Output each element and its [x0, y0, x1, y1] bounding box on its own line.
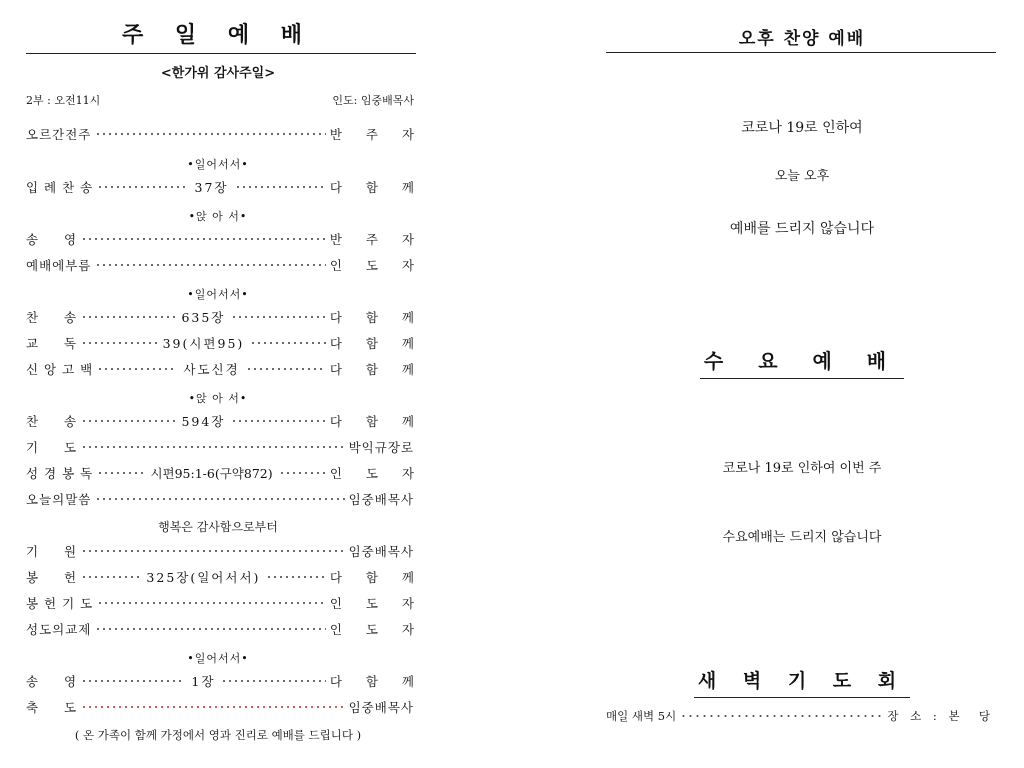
leader-dots: [221, 678, 325, 684]
leader-dots: [279, 470, 326, 476]
order-leader: 반 주 자: [329, 127, 424, 142]
order-row: [26, 177, 424, 197]
posture-cue: •앉 아 서•: [188, 210, 248, 223]
order-label: 오르간전주: [26, 127, 92, 142]
order-row: [26, 619, 424, 639]
leader-dots: [81, 678, 185, 684]
leader-dots: [95, 496, 344, 502]
order-label: 신 앙 고 백: [26, 362, 94, 377]
order-label: 봉 헌 기 도: [26, 596, 94, 611]
order-detail: 사도신경: [183, 362, 240, 377]
wednesday-notice-line: 코로나 19로 인하여 이번 주: [722, 461, 882, 476]
service-time: 2부 : 오전11시: [26, 94, 101, 107]
posture-cue: •일어서서•: [187, 652, 249, 665]
afternoon-notice-line: 오늘 오후: [774, 169, 830, 184]
order-label: 찬 송: [26, 310, 78, 325]
leader-dots: [95, 262, 325, 268]
order-label: 봉 헌: [26, 570, 78, 585]
leader-dots: [81, 236, 326, 242]
leader-dots: [95, 626, 325, 632]
order-detail: 635장: [181, 310, 226, 325]
title-divider: [606, 52, 996, 53]
title-divider: [26, 53, 416, 54]
sunday-service-title: 주 일 예 배: [122, 22, 314, 48]
sermon-title: 행복은 감사함으로부터: [158, 520, 278, 534]
order-leader: 다 함 께: [329, 674, 424, 689]
order-row: [26, 359, 425, 379]
order-leader: 임중배목사: [348, 700, 414, 715]
order-row: [26, 229, 424, 249]
order-leader: 인 도 자: [329, 596, 424, 611]
order-row: [26, 541, 414, 561]
order-row: [26, 671, 424, 691]
leader-dots: [95, 131, 325, 137]
leader-dots: [81, 314, 175, 320]
wednesday-service-heading: [606, 345, 998, 379]
order-label: 찬 송: [26, 414, 78, 429]
order-leader: 다 함 께: [329, 180, 424, 195]
dawn-prayer-place: 장 소 : 본 당: [887, 709, 994, 723]
order-label: 축 도: [26, 700, 78, 715]
leader-dots: [231, 418, 325, 424]
leader-dots: [81, 340, 157, 346]
posture-cue: •앉 아 서•: [188, 392, 248, 405]
leader-dots: [97, 366, 177, 372]
leader-dots: [81, 574, 140, 580]
order-row: [26, 567, 424, 587]
order-label: 송 영: [26, 232, 78, 247]
dawn-prayer-row: [606, 706, 994, 726]
posture-cue: •일어서서•: [187, 288, 249, 301]
order-leader: 다 함 께: [329, 362, 425, 377]
dawn-prayer-time: 매일 새벽 5시: [606, 709, 677, 723]
order-label: 예배에부름: [26, 258, 92, 273]
dawn-prayer-heading: [606, 666, 998, 698]
order-detail: 1장: [191, 674, 216, 689]
order-detail: 37장: [194, 180, 229, 195]
order-label: 성도의교제: [26, 622, 92, 637]
order-detail: 594장: [181, 414, 226, 429]
order-detail: 시편95:1-6(구약872): [150, 466, 273, 481]
afternoon-service-title: 오후 찬양 예배: [738, 29, 866, 49]
order-row: [26, 307, 424, 327]
order-row: [26, 333, 424, 353]
order-leader: 인 도 자: [329, 258, 424, 273]
leader-dots: [235, 184, 326, 190]
order-leader: 다 함 께: [329, 310, 424, 325]
order-leader: 다 함 께: [329, 414, 424, 429]
order-row: [26, 124, 424, 144]
afternoon-notice-line: 예배를 드리지 않습니다: [729, 221, 875, 237]
order-label: 입 례 찬 송: [26, 180, 94, 195]
service-leader: 인도: 임중배목사: [332, 94, 414, 107]
order-row: [26, 697, 414, 717]
order-leader: 반 주 자: [329, 232, 424, 247]
order-detail: 39(시편95): [162, 336, 245, 351]
sunday-service-column: [22, 0, 425, 768]
leader-dots: [97, 600, 326, 606]
leader-dots: [231, 314, 325, 320]
order-label: 기 도: [26, 440, 78, 455]
order-leader: 인 도 자: [329, 622, 424, 637]
order-label: 송 영: [26, 674, 78, 689]
other-services-column: [606, 0, 998, 768]
order-label: 성 경 봉 독: [26, 466, 94, 481]
order-leader: 다 함 께: [329, 336, 424, 351]
leader-dots: [81, 548, 345, 554]
leader-dots: [680, 713, 883, 719]
order-row: [26, 463, 424, 483]
order-label: 오늘의말씀: [26, 492, 92, 507]
order-row: [26, 255, 424, 275]
posture-cue: •일어서서•: [187, 158, 249, 171]
leader-dots: [81, 418, 175, 424]
order-row: [26, 411, 424, 431]
wednesday-service-title: 수 요 예 배: [700, 345, 904, 379]
order-row: [26, 593, 424, 613]
leader-dots: [250, 340, 326, 346]
order-detail: 325장(일어서서): [146, 570, 261, 585]
order-leader: 임중배목사: [348, 544, 414, 559]
order-label: 교 독: [26, 336, 78, 351]
order-leader: 다 함 께: [329, 570, 424, 585]
order-label: 기 원: [26, 544, 78, 559]
afternoon-notice-line: 코로나 19로 인하여: [741, 120, 863, 136]
leader-dots: [97, 470, 144, 476]
dawn-prayer-title: 새 벽 기 도 회: [694, 666, 910, 698]
order-row: [26, 489, 414, 509]
order-leader: 임중배목사: [348, 492, 414, 507]
order-row: [26, 437, 414, 457]
leader-dots: [246, 366, 326, 372]
leader-dots: [81, 704, 345, 710]
leader-dots: [97, 184, 188, 190]
wednesday-notice-line: 수요예배는 드리지 않습니다: [722, 530, 882, 545]
leader-dots: [81, 444, 345, 450]
leader-dots: [266, 574, 325, 580]
sunday-subtitle: <한가위 감사주일>: [160, 66, 276, 81]
order-leader: 인 도 자: [329, 466, 424, 481]
footer-note: ( 온 가족이 함께 가정에서 영과 진리로 예배를 드립니다 ): [74, 728, 362, 742]
order-leader: 박익규장로: [348, 440, 414, 455]
